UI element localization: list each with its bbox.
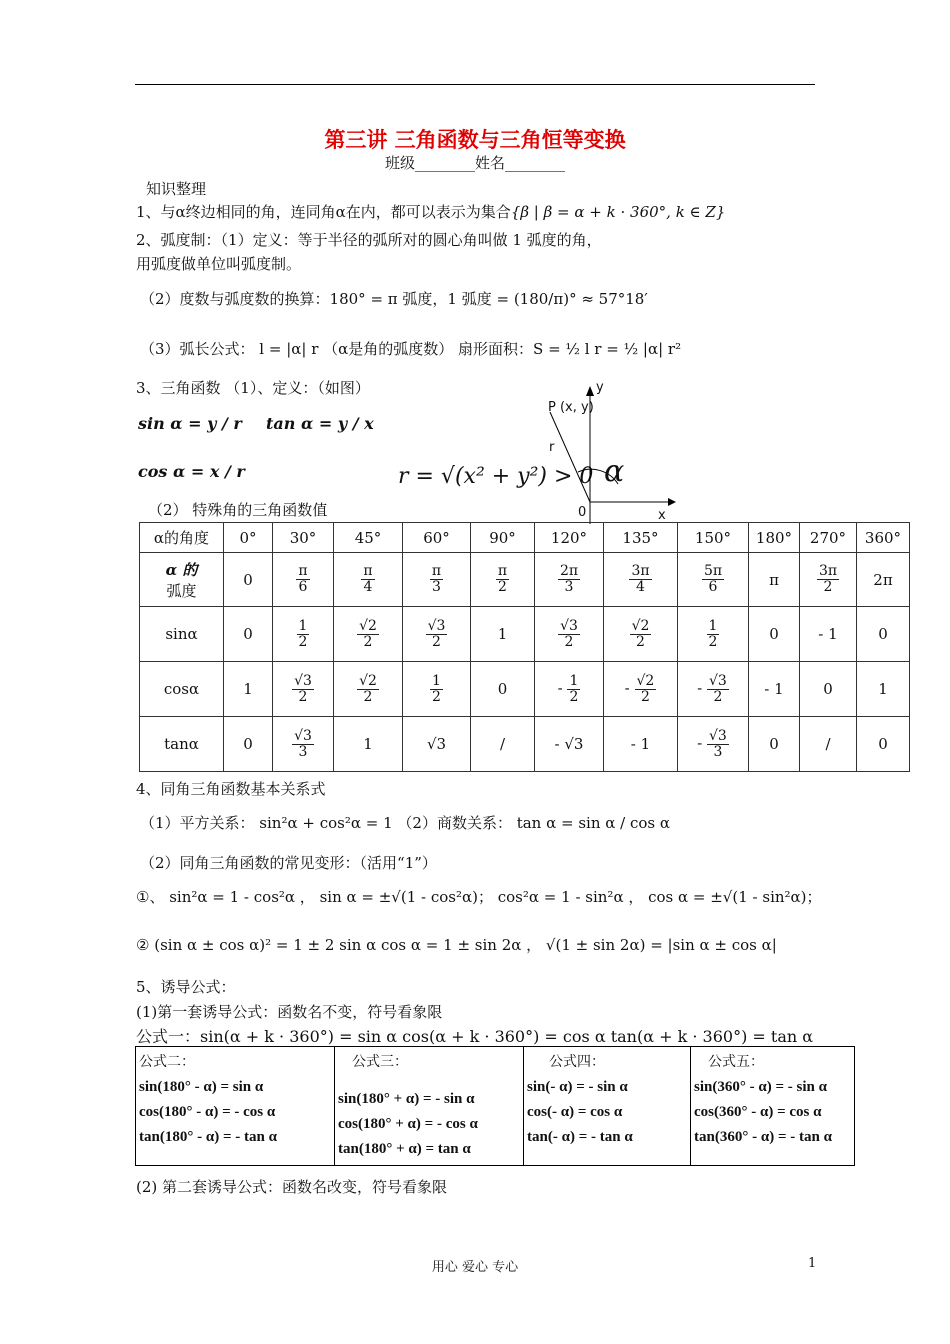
table-cell: 0 <box>749 717 800 772</box>
s4-variant-2: ② (sin α ± cos α)² = 1 ± 2 sin α cos α = 1 ± sin 2α ， √(1 ± sin 2α) = |sin α ± cos α| <box>136 936 777 954</box>
s2-arc-length: （3）弧长公式： l = |α| r （α是角的弧度数） 扇形面积：S = ½ l r = ½ |α| r² <box>140 340 682 358</box>
table-cell: $\frac{1}{2}$ <box>273 607 334 662</box>
table-cell: $\frac{3\pi}{2}$ <box>800 553 857 607</box>
table-cell: 0 <box>224 607 273 662</box>
header-rule <box>135 84 815 85</box>
table-cell: 60° <box>403 523 471 553</box>
table-cell: $\frac{√3}{2}$ <box>403 607 471 662</box>
fig-y-label: y <box>596 380 604 395</box>
table-cell: α的角度 <box>140 523 224 553</box>
x-axis-arrow-icon <box>668 498 676 506</box>
table-cell: 0 <box>471 662 535 717</box>
table-cell: - $\frac{√2}{2}$ <box>604 662 678 717</box>
table-cell: $\frac{2\pi}{3}$ <box>535 553 604 607</box>
s1-set: {β | β = α + k · 360°, k ∈ Z} <box>510 203 726 221</box>
table-row-tan <box>140 717 910 772</box>
s5-heading: 5、诱导公式： <box>136 978 236 996</box>
table-cell: - 1 <box>800 607 857 662</box>
table-cell: $\frac{\pi}{3}$ <box>403 553 471 607</box>
s4-variant-1: ①、 sin²α = 1 - cos²α ， sin α = ±√(1 - cos²α)； cos²α = 1 - sin²α ， cos α = ±√(1 - sin²α)； <box>136 888 822 906</box>
table-cell: cosα <box>140 662 224 717</box>
table-cell: 1 <box>857 662 910 717</box>
table-cell: sinα <box>140 607 224 662</box>
table-cell: $\frac{√2}{2}$ <box>334 662 403 717</box>
s3-heading: 3、三角函数 （1）、定义：（如图） <box>136 379 370 397</box>
table-cell: π <box>749 553 800 607</box>
table-cell: 1 <box>224 662 273 717</box>
s4-heading: 4、同角三角函数基本关系式 <box>136 780 326 798</box>
table-cell: $\frac{\pi}{2}$ <box>471 553 535 607</box>
table-cell: tanα <box>140 717 224 772</box>
table-cell: 1 <box>471 607 535 662</box>
fig-x-label: x <box>658 508 666 523</box>
formula-two-cell: 公式二： sin(180° - α) = sin α cos(180° - α) = - cos α tan(180° - α) = - tan α <box>136 1047 335 1166</box>
table-cell: 270° <box>800 523 857 553</box>
table-cell: 0 <box>224 717 273 772</box>
induction-formula-table <box>135 1046 855 1166</box>
s1-lead: 1、与α终边相同的角，连同角α在内，都可以表示为集合 <box>136 203 511 221</box>
s2-def: 2、弧度制：（1）定义：等于半径的弧所对的圆心角叫做 1 弧度的角， <box>136 231 602 249</box>
table-cell: 120° <box>535 523 604 553</box>
radius-line <box>550 412 590 502</box>
table-cell: $\frac{√3}{2}$ <box>273 662 334 717</box>
table-cell: - $\frac{√3}{2}$ <box>678 662 749 717</box>
table-cell: 150° <box>678 523 749 553</box>
table-cell: $\frac{√2}{2}$ <box>604 607 678 662</box>
table-row-radian <box>140 553 910 607</box>
table-cell: 135° <box>604 523 678 553</box>
def-cos: cos α = x / r <box>138 462 245 481</box>
fig-p-label: P (x, y) <box>548 400 594 415</box>
fig-r-label: r <box>549 440 555 455</box>
table-row-sin <box>140 607 910 662</box>
table-cell: 0° <box>224 523 273 553</box>
fig-origin-label: 0 <box>578 505 587 520</box>
table-row-cos <box>140 662 910 717</box>
table-cell: - $\frac{√3}{3}$ <box>678 717 749 772</box>
formula-five-cell: 公式五： sin(360° - α) = - sin α cos(360° - α) = cos α tan(360° - α) = - tan α <box>691 1047 855 1166</box>
table-row <box>136 1047 855 1166</box>
table-cell: 180° <box>749 523 800 553</box>
page-title: 第三讲 三角函数与三角恒等变换 <box>324 128 626 152</box>
def-sin: sin α = y / r <box>138 414 242 433</box>
table-row-degree <box>140 523 910 553</box>
def-tan: tan α = y / x <box>266 414 374 433</box>
footer-text: 用心 爱心 专心 <box>431 1260 519 1275</box>
table-cell: - 1 <box>749 662 800 717</box>
table-cell: 0 <box>224 553 273 607</box>
table-cell: $\frac{\pi}{4}$ <box>334 553 403 607</box>
fig-alpha-label: α <box>604 454 625 489</box>
formula-four-cell: 公式四： sin(- α) = - sin α cos(- α) = cos α tan(- α) = - tan α <box>524 1047 691 1166</box>
table-cell: 45° <box>334 523 403 553</box>
table-cell: $\frac{1}{2}$ <box>403 662 471 717</box>
table-cell: 0 <box>800 662 857 717</box>
table-cell: / <box>471 717 535 772</box>
table-cell: - 1 <box>604 717 678 772</box>
def-r: r = √(x² + y²) > 0 <box>398 464 594 489</box>
table-cell: 2π <box>857 553 910 607</box>
table-cell: $\frac{5\pi}{6}$ <box>678 553 749 607</box>
table-cell: / <box>800 717 857 772</box>
table-cell: 1 <box>334 717 403 772</box>
y-axis-arrow-icon <box>586 386 594 396</box>
table-cell: 360° <box>857 523 910 553</box>
class-name-line: 班级________姓名________ <box>384 154 565 172</box>
table-cell: √3 <box>403 717 471 772</box>
table-cell: $\frac{1}{2}$ <box>678 607 749 662</box>
table-cell: $\frac{\pi}{6}$ <box>273 553 334 607</box>
special-angle-table <box>139 522 910 772</box>
s2-conversion: （2）度数与弧度数的换算：180° = π 弧度，1 弧度 = (180/π)° ≈ 57°18′ <box>140 290 648 308</box>
s4-variants-heading: （2）同角三角函数的常见变形：（活用“1”） <box>140 854 437 872</box>
table-cell: 90° <box>471 523 535 553</box>
table-cell: 0 <box>857 607 910 662</box>
table-cell: $\frac{√2}{2}$ <box>334 607 403 662</box>
s4-relations: （1）平方关系： sin²α + cos²α = 1 （2）商数关系： tan α = sin α / cos α <box>140 814 671 832</box>
s5-formula-one: 公式一：sin(α + k · 360°) = sin α cos(α + k · 360°) = cos α tan(α + k · 360°) = tan α <box>136 1027 814 1046</box>
formula-three-cell: 公式三： sin(180° + α) = - sin α cos(180° + α) = - cos α tan(180° + α) = tan α <box>335 1047 524 1166</box>
table-cell: $\frac{√3}{3}$ <box>273 717 334 772</box>
table-cell: $\frac{3\pi}{4}$ <box>604 553 678 607</box>
table-cell: 0 <box>749 607 800 662</box>
table-cell: - √3 <box>535 717 604 772</box>
s1-text <box>136 201 725 222</box>
table-cell: $\frac{√3}{2}$ <box>535 607 604 662</box>
page-number: 1 <box>808 1256 817 1271</box>
table-cell: α 的 弧度 <box>140 553 224 607</box>
s5-first-set: (1)第一套诱导公式：函数名不变，符号看象限 <box>136 1003 443 1021</box>
table-cell: 0 <box>857 717 910 772</box>
table-cell: - $\frac{1}{2}$ <box>535 662 604 717</box>
s3-special-heading: （2） 特殊角的三角函数值 <box>148 501 328 519</box>
s2-def-cont: 用弧度做单位叫弧度制。 <box>136 255 302 273</box>
s5-second-set: (2) 第二套诱导公式：函数名改变，符号看象限 <box>136 1178 448 1196</box>
table-cell: 30° <box>273 523 334 553</box>
section-knowledge: 知识整理 <box>146 180 207 198</box>
